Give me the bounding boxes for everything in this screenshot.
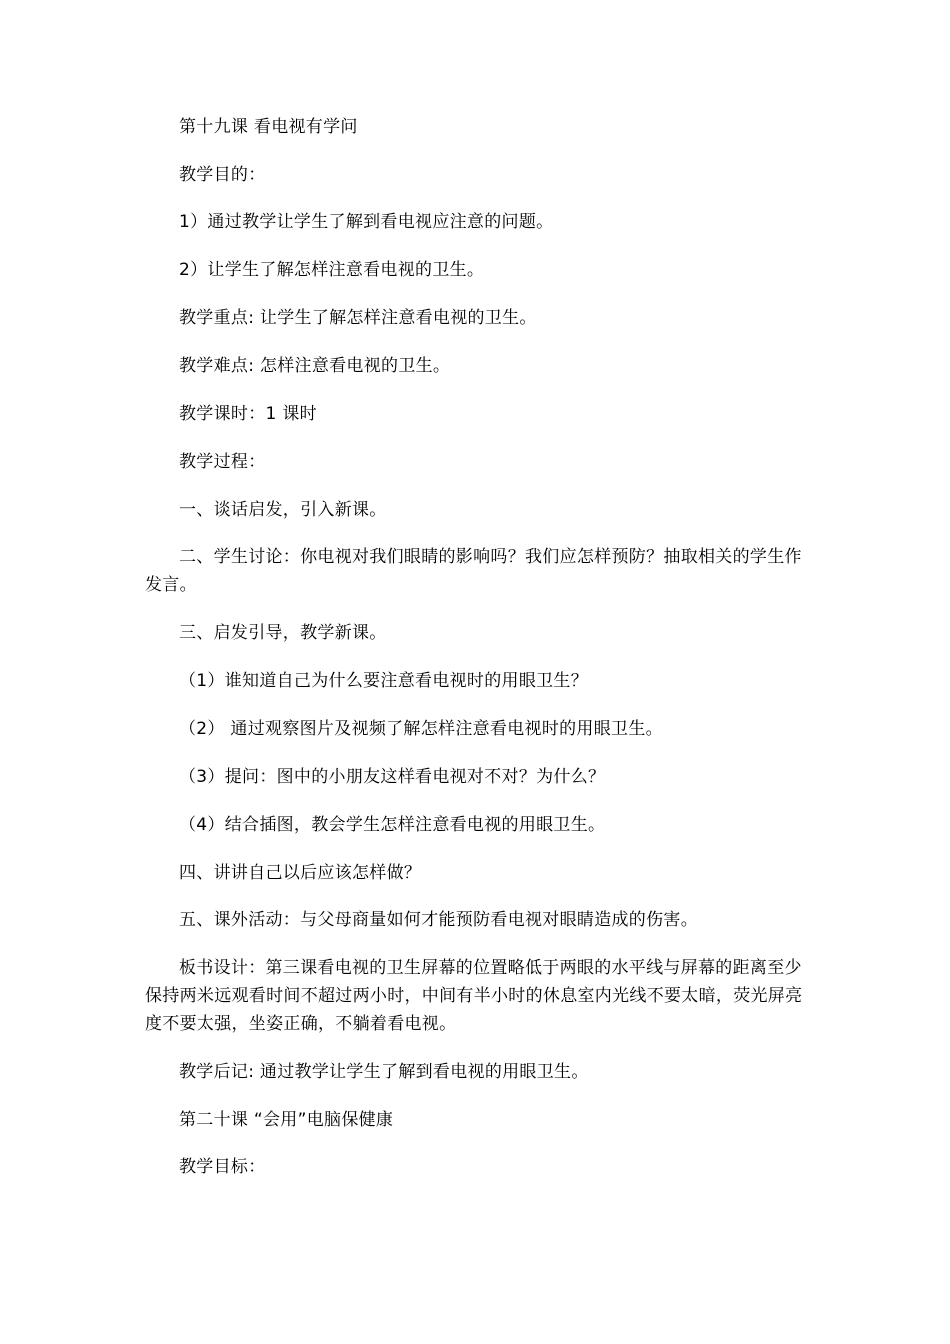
teaching-focus: 教学重点: 让学生了解怎样注意看电视的卫生。 [179,308,537,328]
process-step-3: 三、启发引导，教学新课。 [179,623,387,643]
teaching-goals-heading: 教学目标： [179,1157,266,1177]
board-design: 板书设计：第三课看电视的卫生屏幕的位置略低于两眼的水平线与屏幕的距离至少保持两米远观看时间不超过两小时，中间有半小时的休息室内光线不要太暗，荧光屏亮度不要太强，坐姿正确，不躺着看电视。 [145,958,803,1034]
class-hours: 教学课时：1 课时 [179,404,317,424]
teaching-process-heading: 教学过程： [179,452,266,472]
sub-step-4: （4）结合插图，教会学生怎样注意看电视的用眼卫生。 [179,815,606,835]
process-step-5: 五、课外活动：与父母商量如何才能预防看电视对眼睛造成的伤害。 [179,910,698,930]
sub-step-3: （3）提问：图中的小朋友这样看电视对不对？为什么？ [179,767,606,787]
lesson-20-title: 第二十课 “会用”电脑保健康 [179,1110,394,1130]
sub-step-2: （2） 通过观察图片及视频了解怎样注意看电视时的用眼卫生。 [179,719,663,739]
process-step-1: 一、谈话启发，引入新课。 [179,500,387,520]
sub-step-1: （1）谁知道自己为什么要注意看电视时的用眼卫生？ [179,671,589,691]
teaching-difficulty: 教学难点: 怎样注意看电视的卫生。 [179,356,451,376]
process-step-2: 二、学生讨论：你电视对我们眼睛的影响吗？我们应怎样预防？抽取相关的学生作发言。 [145,547,802,595]
lesson-19-title: 第十九课 看电视有学问 [179,117,358,137]
objective-item-2: 2）让学生了解怎样注意看电视的卫生。 [179,260,485,280]
teaching-objectives-heading: 教学目的： [179,165,266,185]
objective-item-1: 1）通过教学让学生了解到看电视应注意的问题。 [179,212,554,232]
process-step-4: 四、讲讲自己以后应该怎样做？ [179,863,422,883]
teaching-postscript: 教学后记: 通过教学让学生了解到看电视的用眼卫生。 [179,1062,589,1082]
